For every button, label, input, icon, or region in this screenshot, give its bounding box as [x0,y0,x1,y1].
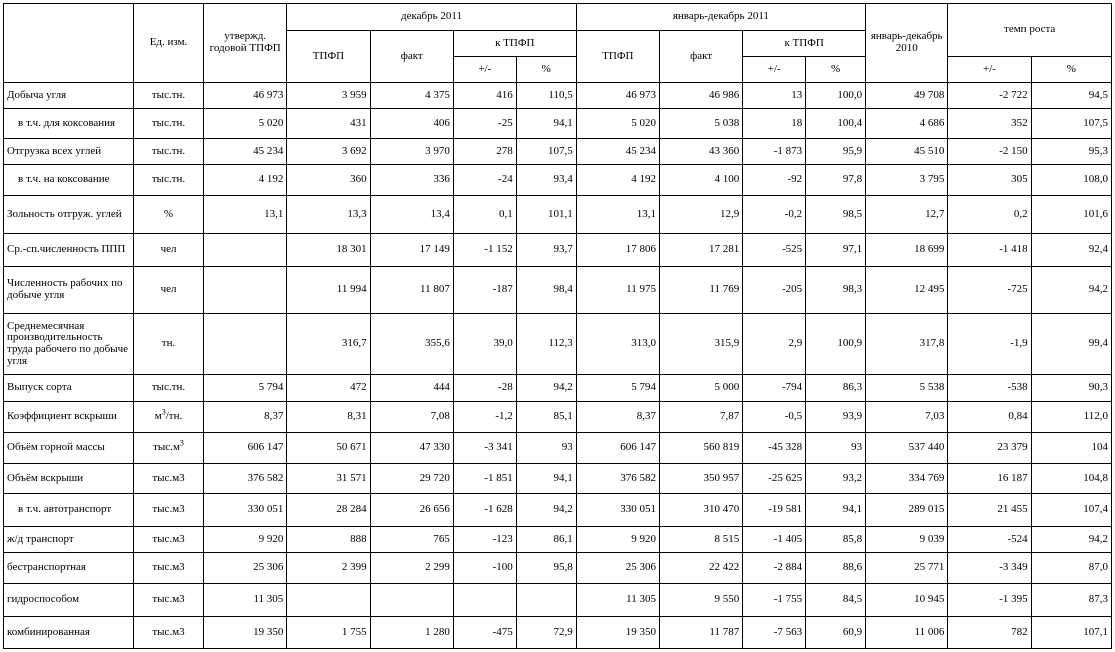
value-cell: 94,2 [516,375,576,402]
value-cell: 9 550 [659,584,742,617]
value-cell: 7,87 [659,402,742,433]
value-cell: 86,1 [516,527,576,553]
value-cell: 4 375 [370,83,453,109]
value-cell: 101,6 [1031,196,1111,234]
value-cell: -0,5 [743,402,806,433]
value-cell: 13,3 [287,196,370,234]
value-cell: 100,4 [806,109,866,139]
value-cell: 416 [453,83,516,109]
table-row [4,527,1112,553]
value-cell: 88,6 [806,553,866,584]
growth-percent-header: % [1031,57,1111,83]
value-cell: -725 [948,267,1031,314]
table-row [4,584,1112,617]
value-cell: 85,8 [806,527,866,553]
row-unit: тыс.м3 [133,617,203,649]
dec-to-tpfp-header: к ТПФП [453,31,576,57]
value-cell: 93,2 [806,464,866,494]
value-cell: -1 628 [453,494,516,527]
value-cell: 1 755 [287,617,370,649]
growth-plus-minus-header: +/- [948,57,1031,83]
value-cell: 94,1 [806,494,866,527]
value-cell: 5 794 [576,375,659,402]
value-cell: -187 [453,267,516,314]
value-cell: 17 149 [370,234,453,267]
value-cell [516,584,576,617]
value-cell: 7,08 [370,402,453,433]
value-cell: 5 020 [576,109,659,139]
value-cell: 3 795 [866,165,948,196]
value-cell: 13,1 [576,196,659,234]
row-label: в т.ч. для коксования [4,109,134,139]
value-cell: 3 959 [287,83,370,109]
unit-part: /тн. [165,410,183,423]
value-cell: 104 [1031,433,1111,464]
row-label: Среднемесячная производительность труда рабочего по добыче угля [4,314,134,375]
value-cell: 4 192 [204,165,287,196]
value-cell: 98,3 [806,267,866,314]
value-cell: 5 000 [659,375,742,402]
table-row [4,553,1112,584]
value-cell: 12,7 [866,196,948,234]
value-cell: 101,1 [516,196,576,234]
value-cell: 9 920 [204,527,287,553]
value-cell: -1 418 [948,234,1031,267]
value-cell: 107,5 [1031,109,1111,139]
value-cell: 888 [287,527,370,553]
value-cell: 112,3 [516,314,576,375]
value-cell: 28 284 [287,494,370,527]
row-label: гидроспособом [4,584,134,617]
value-cell: 4 100 [659,165,742,196]
value-cell: 606 147 [204,433,287,464]
unit-part: тыс.м [153,441,180,454]
value-cell: 537 440 [866,433,948,464]
value-cell: 29 720 [370,464,453,494]
value-cell: 22 422 [659,553,742,584]
value-cell: -1,2 [453,402,516,433]
value-cell: 46 973 [204,83,287,109]
table-body [4,83,1112,649]
year-percent-header: % [806,57,866,83]
value-cell: 92,4 [1031,234,1111,267]
value-cell: 25 306 [576,553,659,584]
value-cell: 21 455 [948,494,1031,527]
row-unit: тн. [133,314,203,375]
value-cell: 313,0 [576,314,659,375]
growth-rate-group-header: темп роста [948,4,1112,57]
value-cell: 2 399 [287,553,370,584]
row-unit: тыс.м3 [133,494,203,527]
value-cell: 8 515 [659,527,742,553]
value-cell: 472 [287,375,370,402]
value-cell: 49 708 [866,83,948,109]
row-unit: тыс.тн. [133,165,203,196]
value-cell: -2 722 [948,83,1031,109]
value-cell: 1 280 [370,617,453,649]
value-cell: 17 806 [576,234,659,267]
december-2011-group-header: декабрь 2011 [287,4,576,31]
value-cell: 5 538 [866,375,948,402]
row-label: Добыча угля [4,83,134,109]
table-row [4,267,1112,314]
value-cell: -525 [743,234,806,267]
value-cell: 104,8 [1031,464,1111,494]
value-cell: 9 039 [866,527,948,553]
value-cell: 13 [743,83,806,109]
value-cell: 330 051 [204,494,287,527]
year-fact-header: факт [659,31,742,83]
value-cell: 8,31 [287,402,370,433]
row-unit: тыс.м3 [133,527,203,553]
value-cell: 98,5 [806,196,866,234]
approved-plan-column-header: утвержд. годовой ТПФП [204,4,287,83]
value-cell: 376 582 [204,464,287,494]
value-cell: 93,7 [516,234,576,267]
row-label: Отгрузка всех углей [4,139,134,165]
value-cell: 18 [743,109,806,139]
value-cell: 11 305 [204,584,287,617]
value-cell: 352 [948,109,1031,139]
row-unit: тыс.тн. [133,139,203,165]
value-cell: 45 510 [866,139,948,165]
value-cell: 0,84 [948,402,1031,433]
value-cell: -2 150 [948,139,1031,165]
value-cell: 31 571 [287,464,370,494]
value-cell: 18 301 [287,234,370,267]
row-label: бестранспортная [4,553,134,584]
value-cell: 765 [370,527,453,553]
value-cell: 0,1 [453,196,516,234]
value-cell: 11 769 [659,267,742,314]
value-cell: 310 470 [659,494,742,527]
value-cell: 406 [370,109,453,139]
value-cell: 4 192 [576,165,659,196]
row-label: комбинированная [4,617,134,649]
value-cell: 99,4 [1031,314,1111,375]
value-cell: 8,37 [576,402,659,433]
value-cell: 97,8 [806,165,866,196]
table-row [4,83,1112,109]
value-cell: -205 [743,267,806,314]
row-label: Коэффициент вскрыши [4,402,134,433]
jan-dec-2010-column-header: январь-декабрь 2010 [866,4,948,83]
year-plus-minus-header: +/- [743,57,806,83]
value-cell: 2,9 [743,314,806,375]
row-unit: тыс.м3 [133,553,203,584]
value-cell: -123 [453,527,516,553]
row-label: в т.ч. на коксование [4,165,134,196]
value-cell: 330 051 [576,494,659,527]
value-cell: 11 787 [659,617,742,649]
value-cell [287,584,370,617]
value-cell: 112,0 [1031,402,1111,433]
value-cell: 5 794 [204,375,287,402]
value-cell: -794 [743,375,806,402]
value-cell: 94,2 [516,494,576,527]
value-cell: 5 020 [204,109,287,139]
value-cell: 93,4 [516,165,576,196]
unit-part: 3 [161,407,166,417]
value-cell: -1 395 [948,584,1031,617]
value-cell: 93 [516,433,576,464]
year-tpfp-header: ТПФП [576,31,659,83]
row-unit: чел [133,267,203,314]
value-cell: -100 [453,553,516,584]
value-cell: 95,8 [516,553,576,584]
value-cell: -1 755 [743,584,806,617]
value-cell: -92 [743,165,806,196]
value-cell: 315,9 [659,314,742,375]
value-cell: -2 884 [743,553,806,584]
value-cell: 100,0 [806,83,866,109]
value-cell: 43 360 [659,139,742,165]
value-cell: 110,5 [516,83,576,109]
value-cell: 7,03 [866,402,948,433]
value-cell: 87,0 [1031,553,1111,584]
value-cell: -1,9 [948,314,1031,375]
value-cell: 100,9 [806,314,866,375]
row-unit [133,433,203,464]
value-cell: 94,5 [1031,83,1111,109]
value-cell: 16 187 [948,464,1031,494]
value-cell: 98,4 [516,267,576,314]
value-cell: 3 692 [287,139,370,165]
value-cell: 93 [806,433,866,464]
value-cell: 12,9 [659,196,742,234]
table-row [4,494,1112,527]
jan-dec-2011-group-header: январь-декабрь 2011 [576,4,865,31]
value-cell: 19 350 [576,617,659,649]
unit-column-header: Ед. изм. [133,4,203,83]
value-cell: -28 [453,375,516,402]
value-cell: 444 [370,375,453,402]
value-cell: 4 686 [866,109,948,139]
value-cell: 107,4 [1031,494,1111,527]
value-cell: 25 306 [204,553,287,584]
value-cell: 11 305 [576,584,659,617]
row-unit: тыс.м3 [133,464,203,494]
table-row [4,464,1112,494]
value-cell: -45 328 [743,433,806,464]
dec-tpfp-header: ТПФП [287,31,370,83]
row-label: ж/д транспорт [4,527,134,553]
table-row [4,617,1112,649]
value-cell: 12 495 [866,267,948,314]
value-cell: 305 [948,165,1031,196]
value-cell: 94,1 [516,109,576,139]
row-unit: тыс.тн. [133,109,203,139]
value-cell: 11 807 [370,267,453,314]
value-cell: 606 147 [576,433,659,464]
value-cell [370,584,453,617]
indicator-column-header [4,4,134,83]
row-unit: тыс.тн. [133,83,203,109]
value-cell: 2 299 [370,553,453,584]
dec-fact-header: факт [370,31,453,83]
value-cell: 316,7 [287,314,370,375]
value-cell: 19 350 [204,617,287,649]
row-label: Объём горной массы [4,433,134,464]
value-cell: 10 945 [866,584,948,617]
row-unit [133,402,203,433]
value-cell: 93,9 [806,402,866,433]
dec-percent-header: % [516,57,576,83]
value-cell: 11 994 [287,267,370,314]
value-cell: 46 973 [576,83,659,109]
year-to-tpfp-header: к ТПФП [743,31,866,57]
value-cell: 45 234 [204,139,287,165]
table-row [4,314,1112,375]
value-cell: 18 699 [866,234,948,267]
value-cell: 5 038 [659,109,742,139]
value-cell: 11 975 [576,267,659,314]
table-row [4,433,1112,464]
value-cell: 11 006 [866,617,948,649]
value-cell: -1 851 [453,464,516,494]
value-cell: -1 152 [453,234,516,267]
table-row [4,234,1112,267]
value-cell: 317,8 [866,314,948,375]
value-cell: 107,5 [516,139,576,165]
value-cell: 23 379 [948,433,1031,464]
value-cell: -3 349 [948,553,1031,584]
row-unit: чел [133,234,203,267]
row-label: в т.ч. автотранспорт [4,494,134,527]
value-cell: -24 [453,165,516,196]
value-cell [204,234,287,267]
row-label: Зольность отгруж. углей [4,196,134,234]
value-cell: 0,2 [948,196,1031,234]
value-cell: 13,4 [370,196,453,234]
value-cell: 289 015 [866,494,948,527]
value-cell: 431 [287,109,370,139]
value-cell: 355,6 [370,314,453,375]
value-cell: 95,3 [1031,139,1111,165]
value-cell: 72,9 [516,617,576,649]
value-cell: 39,0 [453,314,516,375]
table-row [4,109,1112,139]
table-row [4,139,1112,165]
value-cell: 94,2 [1031,527,1111,553]
table-row [4,402,1112,433]
value-cell: 9 920 [576,527,659,553]
value-cell: 87,3 [1031,584,1111,617]
value-cell: 45 234 [576,139,659,165]
value-cell: -7 563 [743,617,806,649]
table-header [4,4,1112,83]
value-cell: 26 656 [370,494,453,527]
value-cell: 782 [948,617,1031,649]
value-cell: 25 771 [866,553,948,584]
row-unit: тыс.м3 [133,584,203,617]
unit-part: м [154,410,162,423]
value-cell: 97,1 [806,234,866,267]
value-cell: 376 582 [576,464,659,494]
value-cell [204,267,287,314]
value-cell: 360 [287,165,370,196]
value-cell: 94,1 [516,464,576,494]
value-cell [204,314,287,375]
value-cell: 107,1 [1031,617,1111,649]
value-cell: 17 281 [659,234,742,267]
value-cell: 13,1 [204,196,287,234]
value-cell: -1 873 [743,139,806,165]
value-cell: 560 819 [659,433,742,464]
value-cell: 3 970 [370,139,453,165]
value-cell: 334 769 [866,464,948,494]
value-cell: -538 [948,375,1031,402]
value-cell: 90,3 [1031,375,1111,402]
dec-plus-minus-header: +/- [453,57,516,83]
unit-part: 3 [179,438,184,448]
value-cell: 60,9 [806,617,866,649]
table-row [4,196,1112,234]
value-cell: 8,37 [204,402,287,433]
value-cell: 47 330 [370,433,453,464]
value-cell: -0,2 [743,196,806,234]
value-cell: 46 986 [659,83,742,109]
value-cell: 350 957 [659,464,742,494]
value-cell: -3 341 [453,433,516,464]
value-cell: 84,5 [806,584,866,617]
value-cell [453,584,516,617]
value-cell: 85,1 [516,402,576,433]
value-cell: 108,0 [1031,165,1111,196]
value-cell: 50 671 [287,433,370,464]
row-unit: тыс.тн. [133,375,203,402]
value-cell: -25 [453,109,516,139]
value-cell: 94,2 [1031,267,1111,314]
value-cell: 95,9 [806,139,866,165]
row-label: Численность рабочих по добыче угля [4,267,134,314]
row-label: Ср.-сп.численность ППП [4,234,134,267]
row-unit: % [133,196,203,234]
value-cell: -19 581 [743,494,806,527]
table-row [4,165,1112,196]
value-cell: 278 [453,139,516,165]
row-label: Объём вскрыши [4,464,134,494]
value-cell: -1 405 [743,527,806,553]
value-cell: -475 [453,617,516,649]
value-cell: -524 [948,527,1031,553]
table-row [4,375,1112,402]
value-cell: 336 [370,165,453,196]
report-table [3,3,1112,649]
value-cell: 86,3 [806,375,866,402]
value-cell: -25 625 [743,464,806,494]
row-label: Выпуск сорта [4,375,134,402]
